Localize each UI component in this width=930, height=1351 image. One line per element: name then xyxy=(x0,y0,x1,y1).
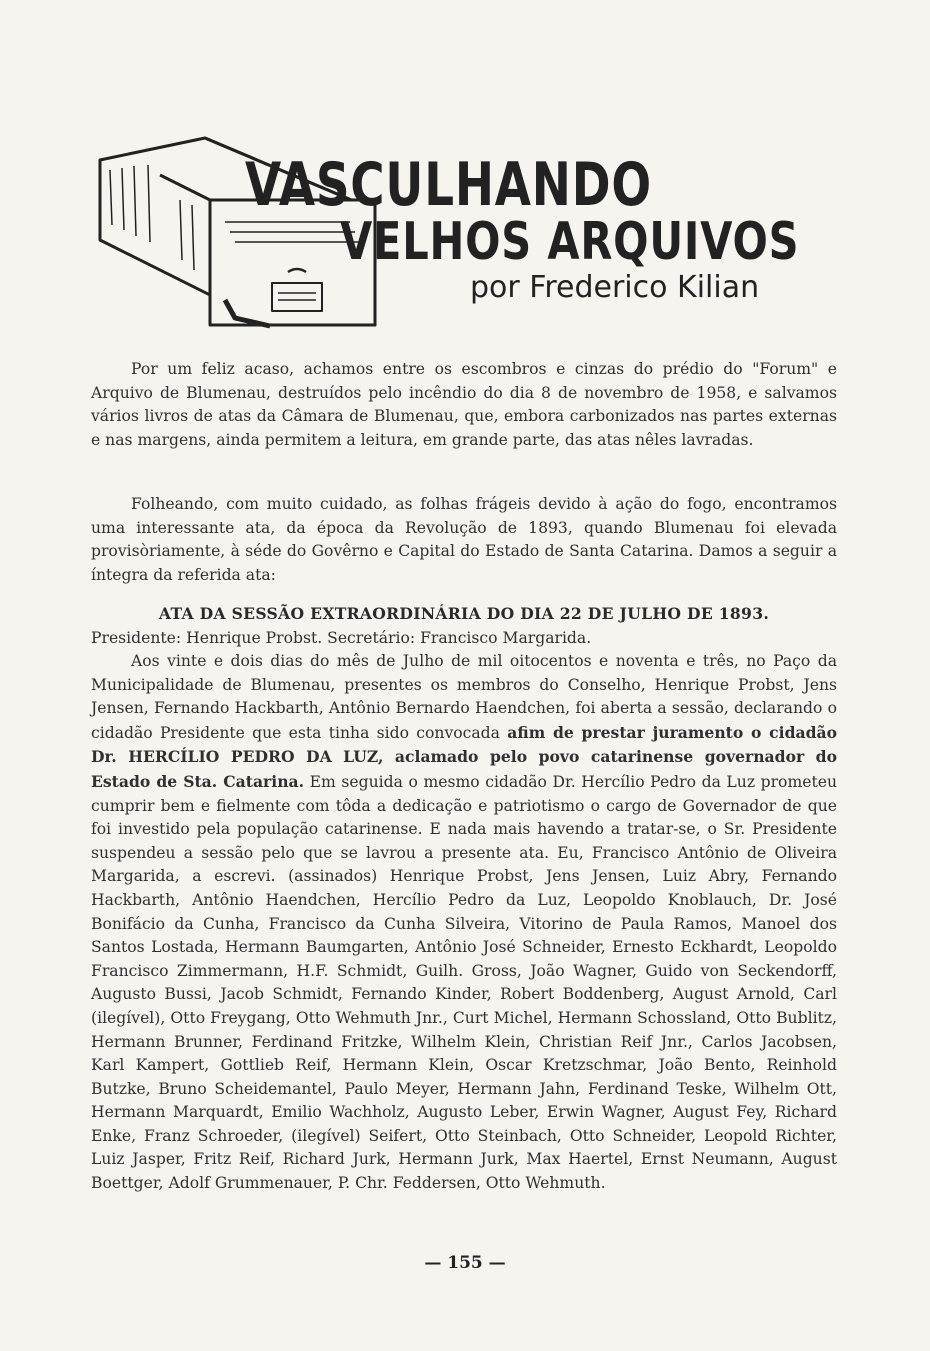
title-line-1: VASCULHANDO xyxy=(245,150,652,220)
author-byline: por Frederico Kilian xyxy=(470,270,760,305)
ata-heading: ATA DA SESSÃO EXTRAORDINÁRIA DO DIA 22 DE JULHO DE 1893. xyxy=(158,604,770,623)
article-header xyxy=(0,0,930,340)
intro-paragraph-2: Folheando, com muito cuidado, as folhas frágeis devido à ação do fogo, encontramos uma interessante ata, da época da Revolução de 1893, quando Blumenau foi elevada provisòriamente, à séde do Govêrno e Capital do Estado de Santa Catarina. Damos a seguir a íntegra da referida ata: xyxy=(91,495,837,584)
ata-body xyxy=(91,650,837,1196)
ata-body-start: Aos vinte e dois dias do mês de Julho de mil oitocentos e noventa e três, no Paço da Municipalidade de Blumenau, presentes os membros do Conselho, Henrique Probst, Jens Jensen, Fernando Hackbarth, Antônio Bernardo Haendchen, foi aberta a sessão, declarando o cidadão Presidente que esta tinha sido convocada xyxy=(91,652,837,742)
intro-paragraph-1: Por um feliz acaso, achamos entre os escombros e cinzas do prédio do "Forum" e Arquivo de Blumenau, destruídos pelo incêndio do dia 8 de novembro de 1958, e salvamos vários livros de atas da Câmara de Blumenau, que, embora carbonizados nas partes externas e nas margens, ainda permitem a leitura, em grande parte, das atas nêles lavradas. xyxy=(91,360,837,449)
ata-presidency: Presidente: Henrique Probst. Secretário: Francisco Margarida. xyxy=(91,629,592,647)
ata-body-end: Em seguida o mesmo cidadão Dr. Hercílio Pedro da Luz prometeu cumprir bem e fielmente com tôda a dedicação e patriotismo o cargo de Governador de que foi investido pela população catarinense. E nada mais havendo a tratar-se, o Sr. Presidente suspendeu a sessão pelo que se lavrou a presente ata. Eu, Francisco Antônio de Oliveira Margarida, a escrevi. (assinados) Henrique Probst, Jens Jensen, Luiz Abry, Fernando Hackbarth, Antônio Haendchen, Hercílio Pedro da Luz, Leopoldo Knoblauch, Dr. José Bonifácio da Cunha, Francisco da Cunha Silveira, Vitorino de Paula Ramos, Manoel dos Santos Lostada, Hermann Baumgarten, Antônio José Schneider, Ernesto Eckhardt, Leopoldo Francisco Zimmermann, H.F. Schmidt, Guilh. Gross, João Wagner, Guido von Seckendorff, Augusto Bussi, Jacob Schmidt, Fernando Kinder, Robert Boddenberg, August Arnold, Carl (ilegível), Otto Freygang, Otto Wehmuth Jnr., Curt Michel, Hermann Schossland, Otto Bublitz, Hermann Brunner, Ferdinand Fritzke, Wilhelm Klein, Christian Reif Jnr., Carlos Jacobsen, Karl Kampert, Gottlieb Reif, Hermann Klein, Oscar Kretzschmar, João Bento, Reinhold Butzke, Bruno Scheidemantel, Paulo Meyer, Hermann Jahn, Ferdinand Teske, Wilhelm Ott, Hermann Marquardt, Emilio Wachholz, Augusto Leber, Erwin Wagner, August Fey, Richard Enke, Franz Schroeder, (ilegível) Seifert, Otto Steinbach, Otto Schneider, Leopold Richter, Luiz Jasper, Fritz Reif, Richard Jurk, Hermann Jurk, Max Haertel, Ernst Neumann, August Boettger, Adolf Grummenauer, P. Chr. Feddersen, Otto Wehmuth. xyxy=(91,772,837,1193)
ata-body-bold: afim de prestar juramento o cidadão Dr. HERCÍLIO PEDRO DA LUZ, aclamado pelo povo catarinense governador do Estado de Sta. Catarina. xyxy=(91,722,838,791)
page-number: — 155 — xyxy=(424,1253,506,1273)
title-line-2: VELHOS ARQUIVOS xyxy=(340,212,800,272)
